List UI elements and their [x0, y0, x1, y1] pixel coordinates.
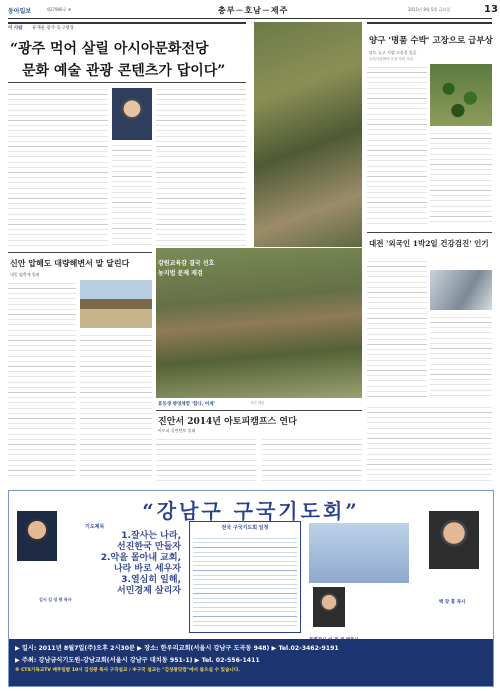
prayer-item: 3.열심히 일해,	[121, 575, 181, 585]
ad-line-1: ▶ 일시: 2011년 8월7일(주)오후 2시30분 ▶ 장소: 한우리교회(서울시 강남구 도곡동 948) ▶ Tel.02-3462-9191	[15, 645, 339, 652]
body-text	[156, 436, 256, 484]
shinan-headline: 신안 압해도 대량해변서 말 달린다	[10, 258, 130, 268]
page-number: 13	[484, 4, 498, 15]
prayer-item: 선진한국 만들자	[117, 542, 181, 552]
body-text	[262, 436, 362, 484]
body-text	[156, 86, 246, 246]
right-person: 백 장 흠 목사	[439, 600, 466, 605]
body-text	[8, 280, 76, 480]
jinan-headline: 진안서 2014년 아토피캠프스 연다	[158, 417, 297, 427]
ad-info-bar	[9, 639, 493, 686]
left-portrait	[17, 511, 57, 561]
interview-headline-2: 문화 예술 관광 콘텐츠가 답이다”	[22, 63, 226, 79]
body-text	[367, 64, 427, 224]
body-text	[8, 86, 108, 246]
center-photo	[254, 22, 362, 247]
schedule-title: 전국 구국기도회 일정	[221, 525, 269, 531]
body-text	[430, 314, 492, 398]
issue-number: 제27966호 ④	[46, 7, 72, 12]
interview-kicker: 이 사람	[8, 26, 23, 31]
interview-portrait	[112, 88, 152, 140]
prayer-heading: 기도제목	[85, 524, 105, 530]
schedule-rows	[193, 534, 297, 630]
prayer-item: 2.악을 몰아내 교회,	[100, 553, 181, 563]
green-subhead: 당도 높고 저렴 고품질 입증	[369, 50, 417, 55]
photo-caption-title: 효동생 병영체험 '힘다, 어제'	[158, 402, 215, 407]
daejeon-headline: 대전 '외국인 1박2일 건강검진' 인기	[369, 239, 489, 248]
body-text	[112, 142, 152, 246]
green-dateline: 농업기술센터·군청 지원 사업	[369, 57, 413, 61]
prayer-item: 나라 바로 세우자	[113, 564, 181, 574]
rule	[367, 232, 492, 233]
rule	[156, 410, 362, 411]
rule	[8, 82, 246, 83]
interview-headline-1: “광주 먹어 살릴 아시아문화전당	[10, 41, 209, 57]
interview-subkicker: 류재운 광주 동구청장	[32, 26, 74, 31]
watermelon-photo	[430, 64, 492, 126]
section-title: 충부－호남－제주	[218, 6, 289, 15]
body-text	[367, 258, 427, 398]
rule	[8, 252, 152, 253]
map-figure	[309, 523, 409, 583]
paper-name: 동아일보	[8, 8, 32, 15]
green-headline: 양구 '명품 수박' 고장으로 급부상	[369, 36, 493, 46]
ad-line-3: ※ CTS기독교TV 매주일밤 10시 김성광 목사 구국설교 / ※구국 설교는 "김성광닷컴"에서 들으실 수 있습니다.	[15, 668, 241, 673]
body-text	[367, 404, 492, 484]
gangwon-headline-1: 강원교육감 결국 선호	[158, 260, 215, 267]
prayer-list	[71, 531, 181, 597]
prayer-item: 서민경제 살리자	[117, 586, 181, 596]
left-person: 김시 김 성 광 목사	[39, 597, 72, 602]
gangwon-headline-2: 농지법 문제 재검	[158, 270, 203, 277]
horse-photo	[80, 280, 152, 328]
prayer-advertisement	[8, 490, 494, 687]
shinan-subhead: 내일 염축제 열려	[10, 272, 40, 277]
masthead	[8, 4, 498, 19]
center-portrait	[313, 587, 345, 627]
body-text	[80, 332, 152, 480]
jinan-subhead: 아토피 클린턴트 일대	[158, 428, 196, 433]
ad-line-2: ▶ 주최: 강남금식기도원-강남교회(서울시 강남구 대치동 951-1) ▶ Tel. 02-556-1411	[15, 657, 260, 664]
body-text	[430, 130, 492, 224]
right-portrait	[429, 511, 479, 569]
rule	[367, 22, 492, 24]
prayer-item: 1.잘사는 나라,	[121, 531, 181, 541]
rule	[8, 22, 246, 24]
issue-date: 2011년 8월 5일 금요일	[408, 7, 451, 12]
ad-title: “강남구 구국기도회”	[142, 499, 360, 523]
photo-caption-byline: 사진 제공	[250, 401, 265, 405]
schedule-table	[189, 521, 301, 633]
clinic-photo	[430, 270, 492, 310]
